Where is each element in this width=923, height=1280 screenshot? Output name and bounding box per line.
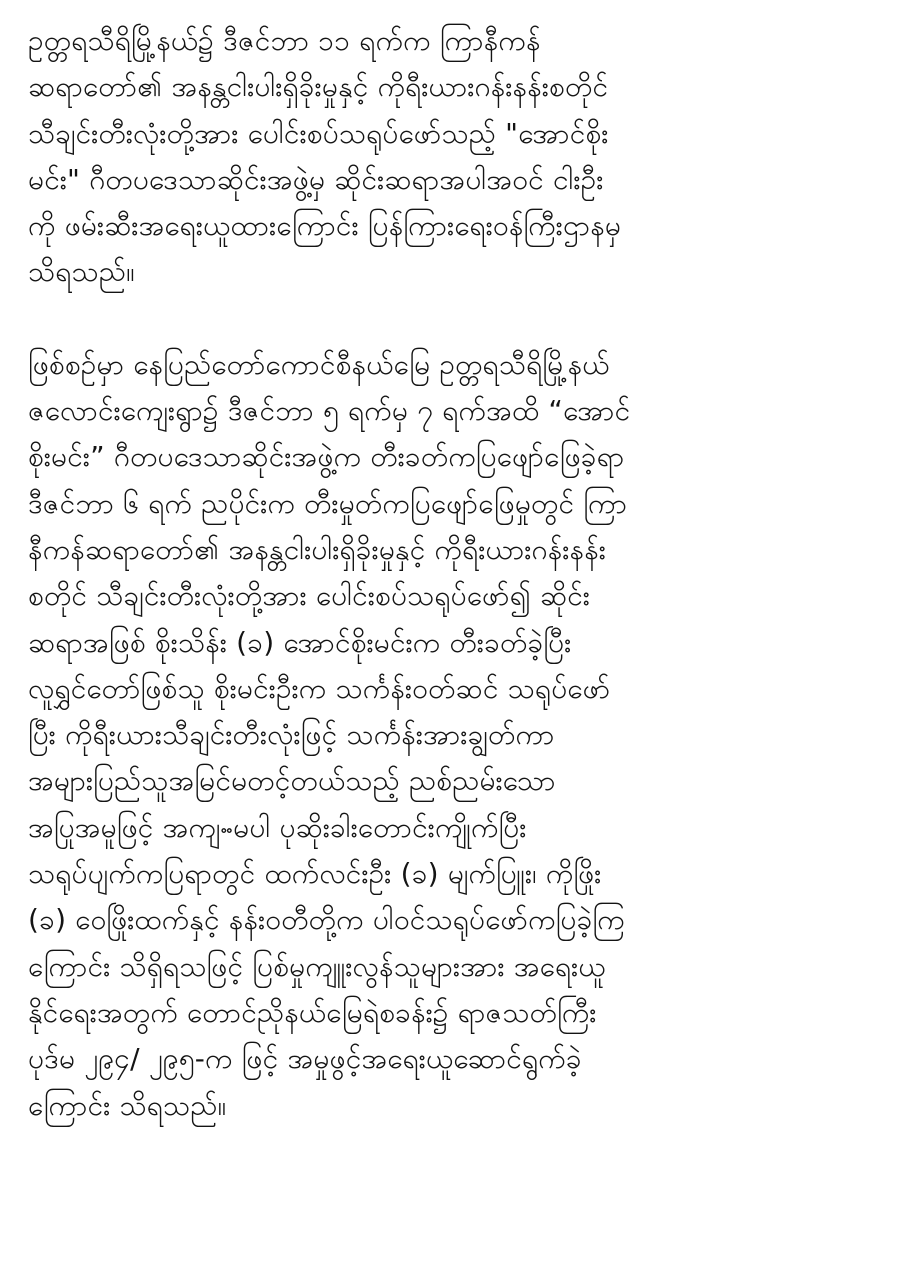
text-line: ကို ဖမ်းဆီးအရေးယူထားကြောင်း ပြန်ကြားရေးဝန်ကြီးဌာနမှ xyxy=(28,209,622,243)
text-line: ဖြစ်စဉ်မှာ နေပြည်တော်ကောင်စီနယ်မြေ ဥတ္တရသီရိမြို့နယ် xyxy=(28,347,610,381)
text-line: မင်း" ဂီတပဒေသာဆိုင်းအဖွဲ့မှ ဆိုင်းဆရာအပါအဝင် ငါးဦး xyxy=(28,162,604,196)
text-line: နိုင်ရေးအတွက် တောင်ညိုနယ်မြေရဲစခန်း၌ ရာဇသတ်ကြီး xyxy=(28,995,597,1029)
text-line: ဆရာတော်၏ အနန္တငါးပါးရှိခိုးမှုနှင့် ကိုရီးယားဂန်းနန်းစတိုင် xyxy=(28,70,609,104)
text-line: စိုးမင်း” ဂီတပဒေသာဆိုင်းအဖွဲ့က တီးခတ်ကပြဖျော်ဖြေခဲ့ရာ xyxy=(28,440,625,474)
text-line: အပြုအမူဖြင့် အကျႌမပါ ပုဆိုးခါးတောင်းကျိုက်ပြီး xyxy=(28,810,527,844)
paragraph-1 xyxy=(28,18,898,296)
text-line: စတိုင် သီချင်းတီးလုံးတို့အား ပေါင်းစပ်သရုပ်ဖော်၍ ဆိုင်း xyxy=(28,579,591,613)
text-line: အများပြည်သူအမြင်မတင့်တယ်သည့် ညစ်ညမ်းသော xyxy=(28,764,556,798)
paragraph-spacer xyxy=(28,296,898,342)
text-line: သီချင်းတီးလုံးတို့အား ပေါင်းစပ်သရုပ်ဖော်သည့် "အောင်စိုး xyxy=(28,116,609,150)
text-line: လူရွှင်တော်ဖြစ်သူ စိုးမင်းဦးက သင်္ကန်းဝတ်ဆင် သရုပ်ဖော် xyxy=(28,671,611,705)
text-line: ဒီဇင်ဘာ ၆ ရက် ညပိုင်းက တီးမှုတ်ကပြဖျော်ဖြေမှုတွင် ကြာ xyxy=(28,486,628,520)
text-line: သရုပ်ပျက်ကပြရာတွင် ထက်လင်းဦး (ခ) မျက်ပြူး၊ ကိုဖြိုး xyxy=(28,857,602,891)
text-line: ပုဒ်မ ၂၉၄/ ၂၉၅-က ဖြင့် အမှုဖွင့်အရေးယူဆောင်ရွက်ခဲ့ xyxy=(28,1042,582,1076)
paragraph-2 xyxy=(28,342,898,1129)
text-line: ပြီး ကိုရီးယားသီချင်းတီးလုံးဖြင့် သင်္ကန်းအားချွတ်ကာ xyxy=(28,718,555,752)
text-line: ကြောင်း သိရသည်။ xyxy=(28,1088,227,1122)
text-line: သိရသည်။ xyxy=(28,255,135,289)
text-line: ကြောင်း သိရှိရသဖြင့် ပြစ်မှုကျူးလွန်သူများအား အရေးယူ xyxy=(28,949,606,983)
text-line: ဆရာအဖြစ် စိုးသိန်း (ခ) အောင်စိုးမင်းက တီးခတ်ခဲ့ပြီး xyxy=(28,625,572,659)
text-line: နီကန်ဆရာတော်၏ အနန္တငါးပါးရှိခိုးမှုနှင့် ကိုရီးယားဂန်းနန်း xyxy=(28,532,607,566)
text-line: ဇလောင်းကျေးရွာ၌ ဒီဇင်ဘာ ၅ ရက်မှ ၇ ရက်အထိ “အောင် xyxy=(28,394,631,428)
text-line: (ခ) ဝေဖြိုးထက်နှင့် နန်းဝတီတို့က ပါဝင်သရုပ်ဖော်ကပြခဲ့ကြ xyxy=(28,903,625,937)
article-body xyxy=(28,18,898,1129)
text-line: ဥတ္တရသီရိမြို့နယ်၌ ဒီဇင်ဘာ ၁၁ ရက်က ကြာနီကန် xyxy=(28,24,541,57)
